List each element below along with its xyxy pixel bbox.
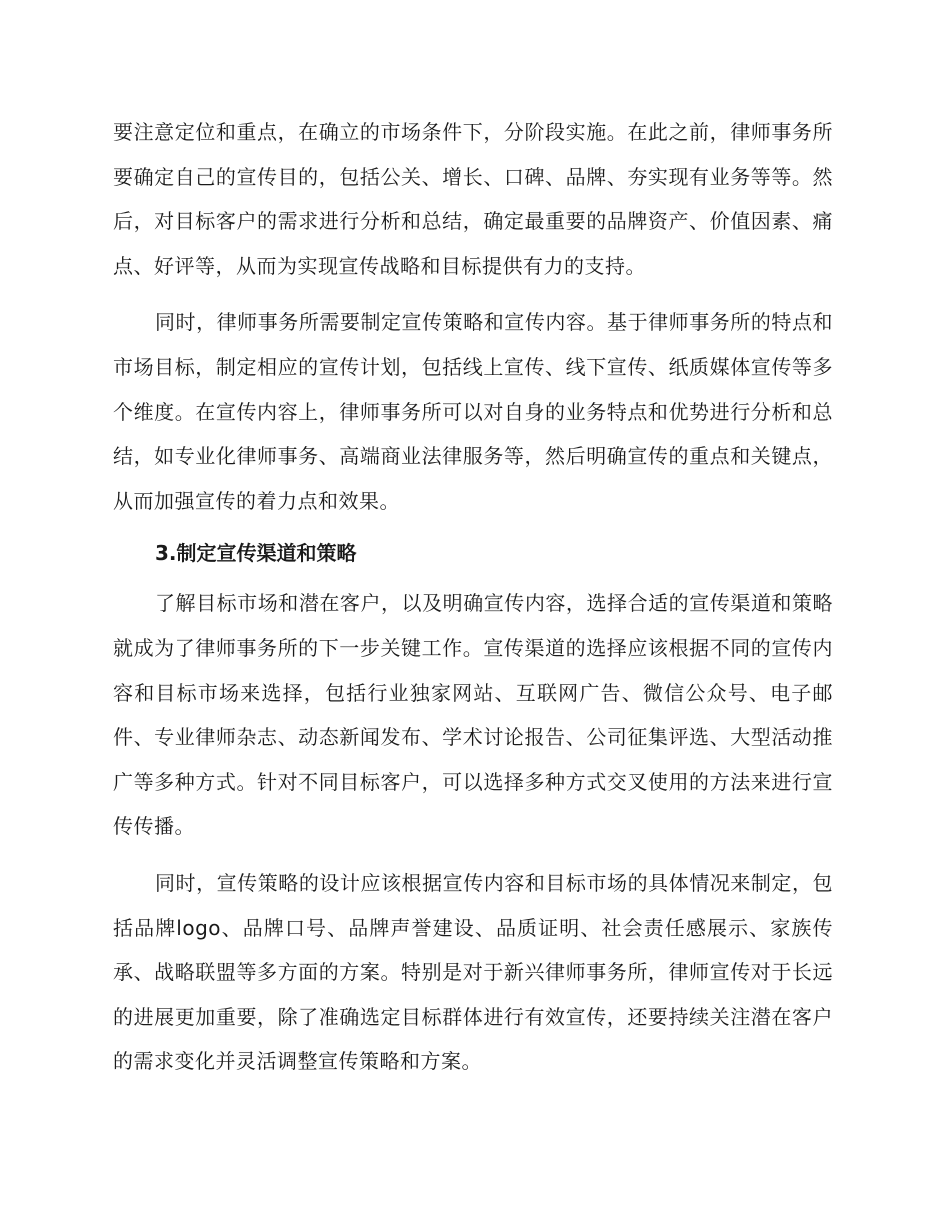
section-heading-channels-and-strategy: 3.制定宣传渠道和策略 [155, 541, 357, 566]
document-body [113, 110, 833, 1084]
paragraph-strategy-and-content: 同时，律师事务所需要制定宣传策略和宣传内容。基于律师事务所的特点和市场目标，制定相应的宣传计划，包括线上宣传、线下宣传、纸质媒体宣传等多个维度。在宣传内容上，律师事务所可以对自身的业务特点和优势进行分析和总结，如专业化律师事务、高端商业法律服务等，然后明确宣传的重点和关键点，从而加强宣传的着力点和效果。 [113, 310, 833, 513]
paragraph-publicity-channels: 了解目标市场和潜在客户，以及明确宣传内容，选择合适的宣传渠道和策略就成为了律师事务所的下一步关键工作。宣传渠道的选择应该根据不同的宣传内容和目标市场来选择，包括行业独家网站、互联网广告、微信公众号、电子邮件、专业律师杂志、动态新闻发布、学术讨论报告、公司征集评选、大型活动推广等多种方式。针对不同目标客户，可以选择多种方式交叉使用的方法来进行宣传传播。 [113, 591, 833, 839]
paragraph-positioning-and-focus: 要注意定位和重点，在确立的市场条件下，分阶段实施。在此之前，律师事务所要确定自己的宣传目的，包括公关、增长、口碑、品牌、夯实现有业务等等。然后，对目标客户的需求进行分析和总结，确定最重要的品牌资产、价值因素、痛点、好评等，从而为实现宣传战略和目标提供有力的支持。 [113, 120, 833, 278]
paragraph-publicity-strategy: 同时，宣传策略的设计应该根据宣传内容和目标市场的具体情况来制定，包括品牌logo、品牌口号、品牌声誉建设、品质证明、社会责任感展示、家族传承、战略联盟等多方面的方案。特别是对于新兴律师事务所，律师宣传对于长远的进展更加重要，除了准确选定目标群体进行有效宣传，还要持续关注潜在客户的需求变化并灵活调整宣传策略和方案。 [113, 870, 833, 1074]
